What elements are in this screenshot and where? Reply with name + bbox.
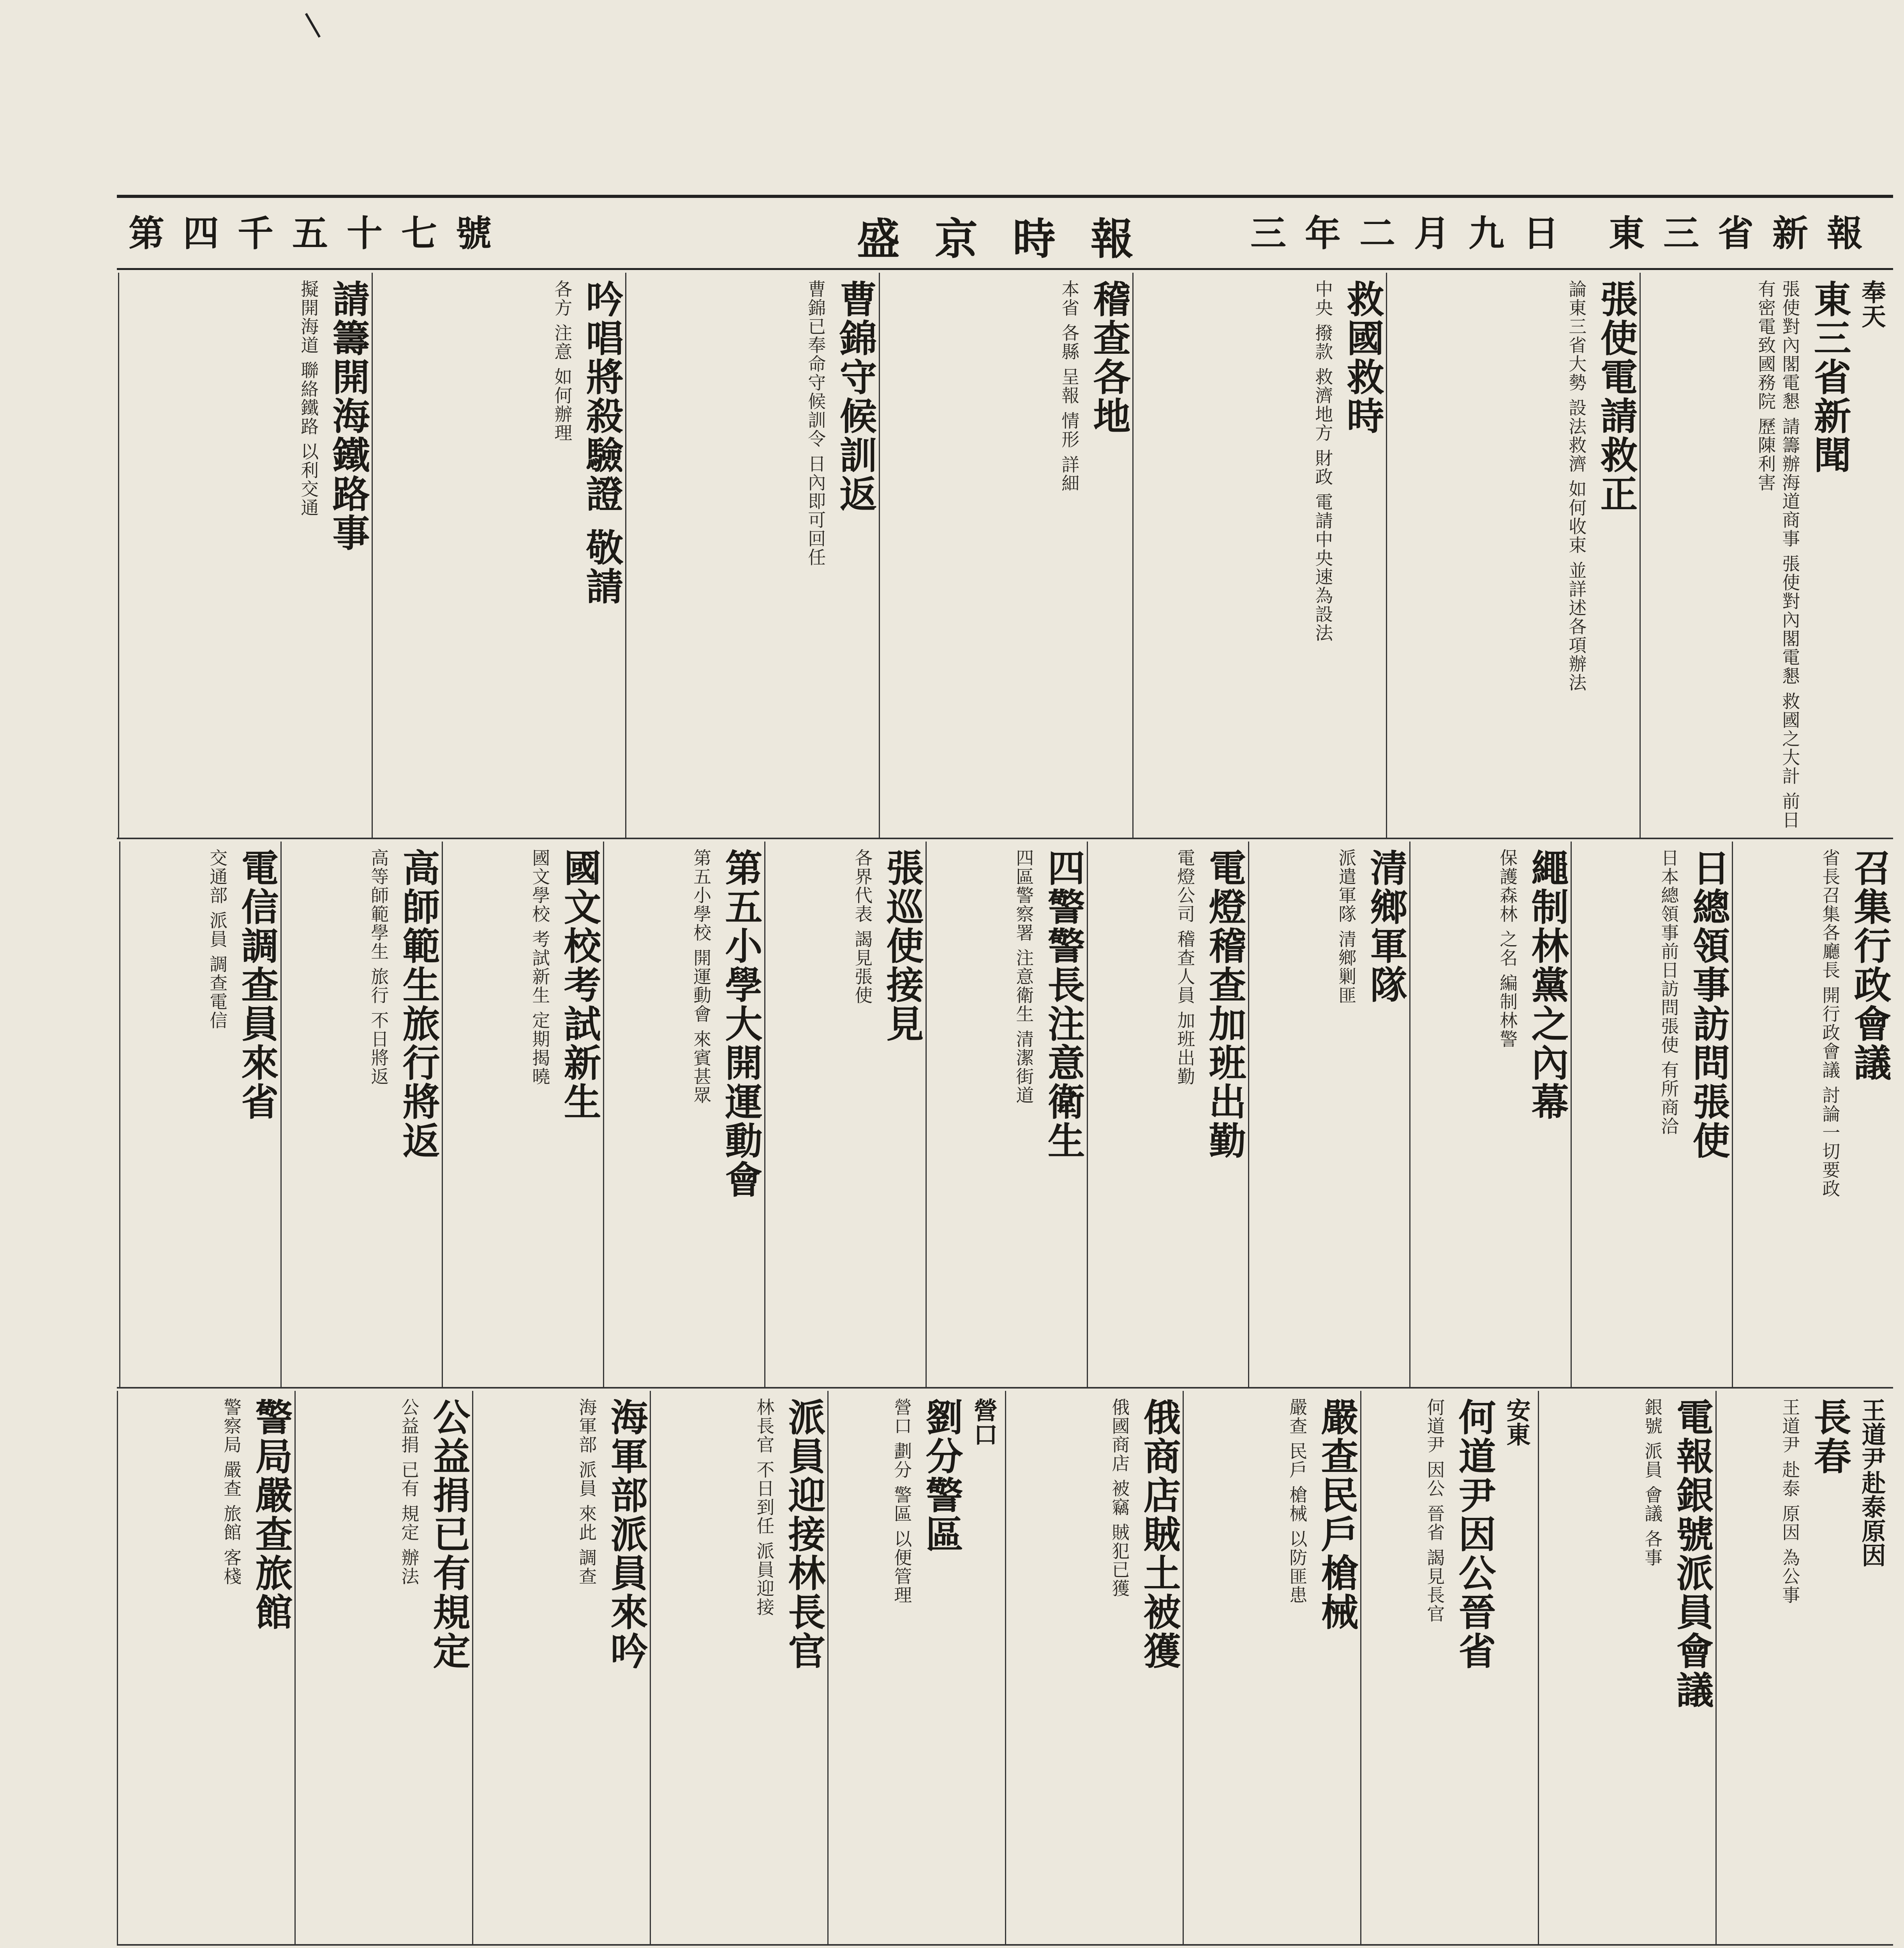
article-body: 俄國商店 被竊 賊犯已獲	[1109, 1398, 1130, 1598]
article-headline: 電信調查員來省	[235, 849, 279, 1121]
article-body: 高等師範學生 旅行 不日將返	[368, 849, 390, 1086]
article	[650, 1391, 827, 1944]
masthead	[117, 195, 1893, 270]
article-headline: 電報銀號派員會議	[1670, 1398, 1714, 1710]
article	[1409, 842, 1571, 1387]
article-headline: 海軍部派員來吟	[605, 1398, 649, 1671]
article-headline: 召集行政會議	[1848, 849, 1892, 1082]
masthead-issue: 第四千五十七號	[129, 212, 511, 254]
margin-mark	[305, 13, 321, 38]
article-body: 林長官 不日到任 派員迎接	[754, 1398, 775, 1617]
article	[603, 842, 764, 1387]
article	[1248, 842, 1409, 1387]
article-headline: 電燈稽查加班出勤	[1203, 849, 1247, 1160]
article-body: 海軍部 派員 來此 調查	[576, 1398, 598, 1586]
article	[442, 842, 603, 1387]
article-headline: 救國救時	[1341, 280, 1385, 436]
article-dateline: 王道尹赴泰原因	[1858, 1398, 1886, 1567]
article-body: 國文學校 考試新生 定期揭曉	[529, 849, 551, 1086]
article-headline: 警局嚴查旅館	[249, 1398, 293, 1632]
article-body: 銀號 派員 會議 各事	[1642, 1398, 1663, 1567]
article-headline: 清鄉軍隊	[1364, 849, 1408, 1004]
article-headline: 嚴查民戶槍械	[1315, 1398, 1359, 1632]
article-headline: 國文校考試新生	[558, 849, 602, 1121]
article-body: 電燈公司 稽查人員 加班出勤	[1174, 849, 1196, 1086]
article	[119, 842, 280, 1387]
article-headline: 四警警長注意衛生	[1042, 849, 1086, 1160]
article-headline: 派員迎接林長官	[782, 1398, 826, 1671]
content-area	[117, 273, 1893, 1948]
article-body: 第五小學校 開運動會 來賓甚眾	[691, 849, 712, 1105]
article-headline: 俄商店賊土被獲	[1137, 1398, 1181, 1671]
article-dateline: 安東	[1502, 1398, 1531, 1446]
article-headline: 公益捐已有規定	[427, 1398, 471, 1671]
masthead-title: 盛京時報	[857, 214, 1169, 264]
article-body: 嚴查 民戶 槍械 以防匪患	[1287, 1398, 1308, 1604]
article	[1640, 273, 1893, 838]
article	[117, 1391, 294, 1944]
article-headline: 高師範生旅行將返	[397, 849, 441, 1160]
article-body: 何道尹 因公 晉省 謁見長官	[1424, 1398, 1446, 1623]
article-headline: 請籌開海鐵路事	[326, 280, 370, 552]
article-body: 公益捐 已有 規定 辦法	[398, 1398, 420, 1586]
article-headline: 長春	[1808, 1398, 1852, 1476]
article-body: 擬開海道 聯絡鐵路 以利交通	[298, 280, 319, 517]
article-body: 交通部 派員 調查電信	[207, 849, 228, 1030]
article	[879, 273, 1132, 838]
article-body: 營口 劃分 警區 以便管理	[891, 1398, 913, 1604]
article-body: 四區警察署 注意衛生 清潔街道	[1013, 849, 1035, 1105]
article-body: 省長召集各廳長 開行政會議 討論一切要政	[1819, 849, 1841, 1198]
article-dateline: 營口	[970, 1398, 998, 1446]
article-body: 王道尹 赴泰 原因 為公事	[1779, 1398, 1801, 1604]
article-headline: 劉分警區	[920, 1398, 964, 1554]
article-headline: 曹錦守候訓返	[834, 280, 878, 513]
article-body: 論東三省大勢 設法救濟 如何收束 並詳述各項辦法	[1566, 280, 1587, 692]
section-band-1	[117, 273, 1893, 839]
article-headline: 張使電請救正	[1594, 280, 1638, 513]
section-band-2	[117, 842, 1893, 1389]
article	[764, 842, 926, 1387]
article	[625, 273, 879, 838]
article-body: 曹錦已奉命守候訓令 日內即可回任	[805, 280, 827, 567]
article	[1732, 842, 1893, 1387]
article-body: 張使對內閣電懇 請籌辦海道商事 張使對內閣電懇 救國之大計 前日有密電致國務院 歷陳利害	[1755, 280, 1801, 829]
article-headline: 東三省新聞	[1808, 280, 1852, 475]
article-headline: 吟唱將殺驗證 敬請	[580, 280, 624, 606]
article-body: 派遣軍隊 清鄉剿匪	[1336, 849, 1357, 1005]
article	[472, 1391, 650, 1944]
article-body: 各界代表 謁見張使	[852, 849, 873, 1005]
article	[280, 842, 442, 1387]
article	[1571, 842, 1732, 1387]
article	[1538, 1391, 1715, 1944]
article	[1360, 1391, 1538, 1944]
article-headline: 繩制林黨之內幕	[1525, 849, 1569, 1121]
article-body: 日本總領事前日訪問張使 有所商洽	[1658, 849, 1680, 1136]
article-headline: 稽查各地	[1087, 280, 1131, 436]
article	[1132, 273, 1386, 838]
article	[294, 1391, 472, 1944]
article-body: 本省 各縣 呈報 情形 詳細	[1059, 280, 1080, 493]
article	[1005, 1391, 1183, 1944]
article	[926, 842, 1087, 1387]
article	[827, 1391, 1005, 1944]
article	[1087, 842, 1248, 1387]
masthead-date: 三年二月九日 東三省新報	[1250, 212, 1881, 254]
article-body: 中央 撥款 救濟地方 財政 電請中央速為設法	[1312, 280, 1334, 642]
article-body: 警察局 嚴查 旅館 客棧	[221, 1398, 242, 1586]
article-dateline: 奉天	[1858, 280, 1886, 328]
article	[1715, 1391, 1893, 1944]
article-headline: 張巡使接見	[880, 849, 924, 1043]
article	[372, 273, 625, 838]
article-headline: 日總領事訪問張使	[1687, 849, 1731, 1160]
article-headline: 何道尹因公晉省	[1453, 1398, 1497, 1671]
article-body: 各方 注意 如何辦理	[552, 280, 573, 443]
article	[1183, 1391, 1360, 1944]
article	[118, 273, 372, 838]
article-headline: 第五小學大開運動會	[719, 849, 763, 1199]
article-body: 保護森林 之名 編制林警	[1497, 849, 1518, 1049]
article	[1386, 273, 1640, 838]
section-band-3	[117, 1391, 1893, 1946]
